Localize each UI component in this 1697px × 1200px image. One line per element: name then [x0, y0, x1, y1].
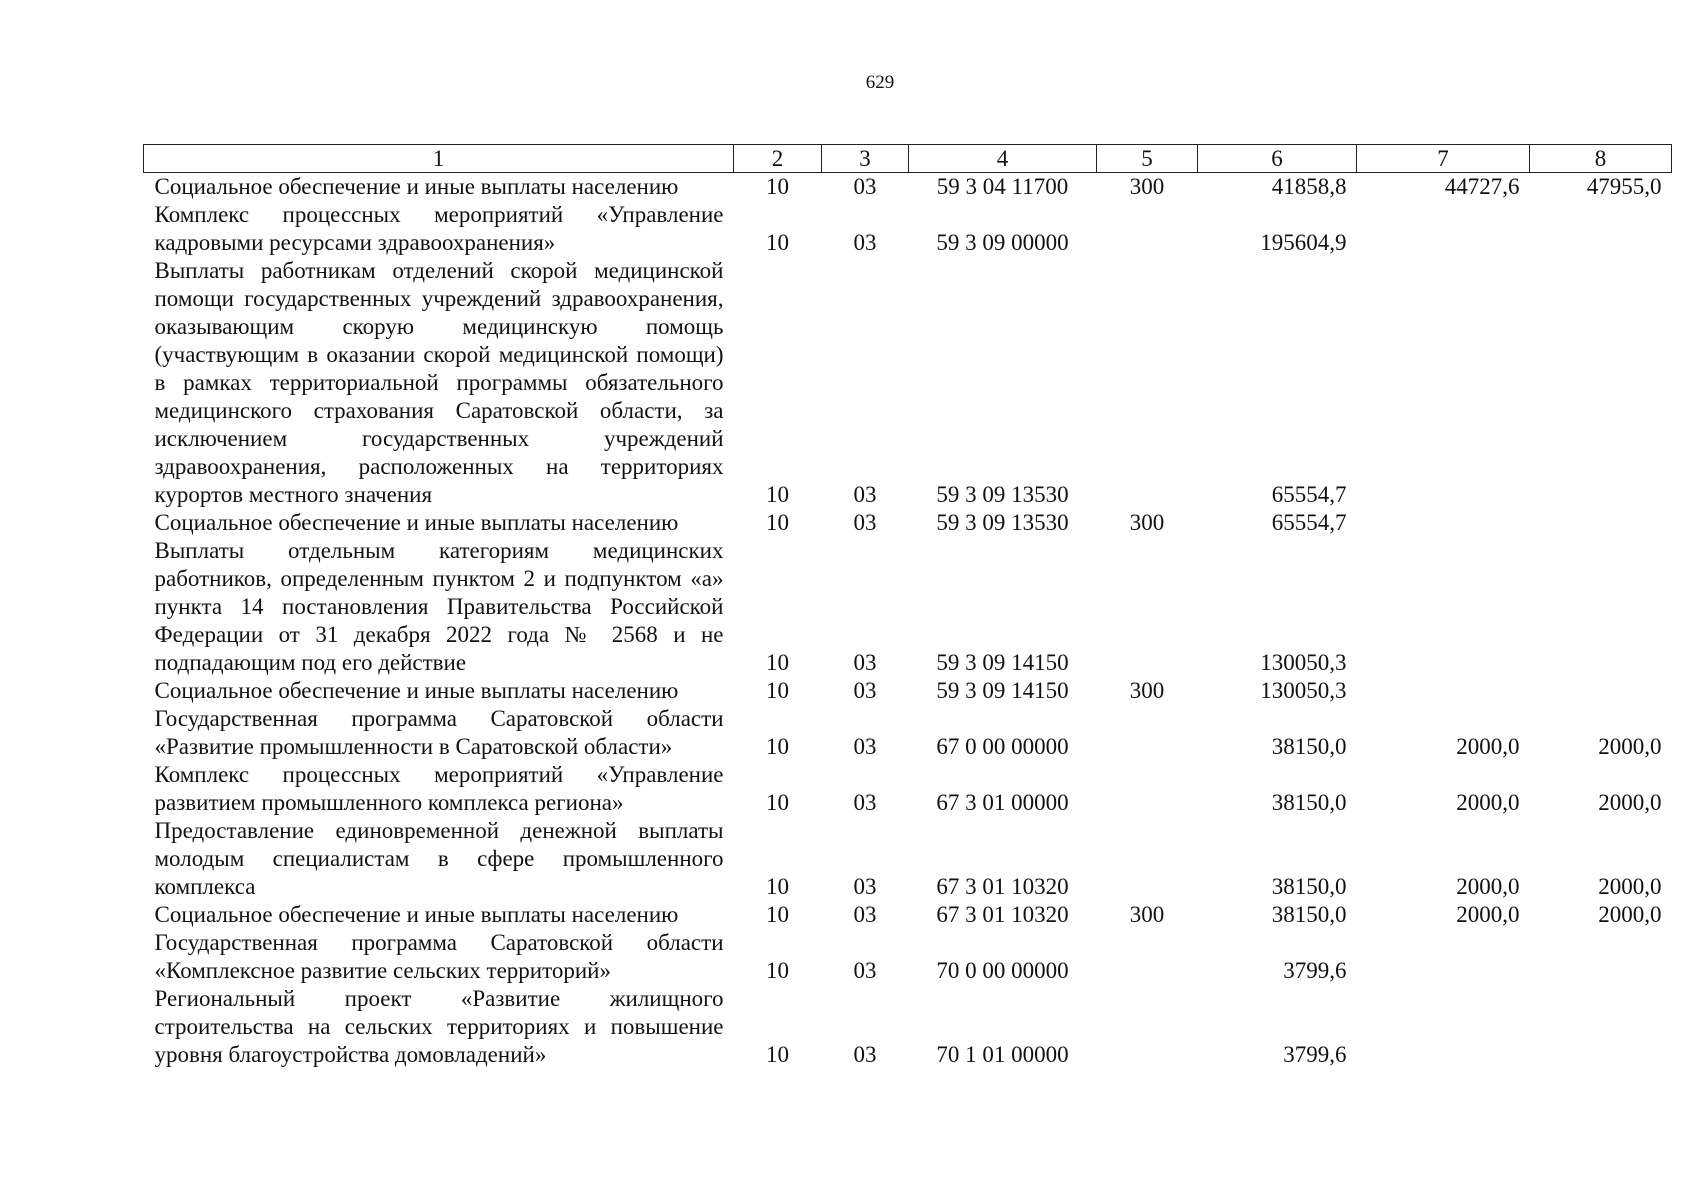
- subsection-code-cell: 03: [853, 174, 877, 199]
- amount-year2-cell: [1357, 257, 1530, 509]
- table-header: [144, 145, 1672, 173]
- row-name-cell: Комплекс процессных мероприятий «Управление развитием промышленного комплекса региона»: [154, 762, 724, 815]
- section-code-cell: 10: [766, 902, 789, 927]
- table-row: [144, 537, 1672, 677]
- row-name-cell: Социальное обеспечение и иные выплаты населению: [154, 510, 679, 535]
- subsection-code-cell: 03: [853, 510, 877, 535]
- expense-type-cell: [1097, 705, 1198, 761]
- amount-year2-cell: 2000,0: [1456, 902, 1520, 927]
- table-row: [144, 901, 1672, 929]
- expense-type-cell: 300: [1129, 510, 1165, 535]
- target-article-cell: 67 3 01 10320: [936, 874, 1069, 899]
- amount-year2-cell: [1357, 509, 1530, 537]
- target-article-cell: 70 0 00 00000: [936, 958, 1069, 983]
- amount-year3-cell: 2000,0: [1598, 874, 1662, 899]
- table-row: [144, 929, 1672, 985]
- section-code-cell: 10: [766, 482, 789, 507]
- section-code-cell: 10: [766, 1042, 789, 1067]
- section-code-cell: 10: [766, 958, 789, 983]
- amount-year2-cell: [1357, 929, 1530, 985]
- table-row: [144, 677, 1672, 705]
- amount-year3-cell: 47955,0: [1586, 174, 1662, 199]
- section-code-cell: 10: [766, 174, 789, 199]
- row-name-cell: Выплаты отдельным категориям медицинских работников, определенным пунктом 2 и подпунктом «а» пункта 14 постановления Правительства Российской Федерации от 31 декабря 2022 года № 2568 и не подпадающим под его действие: [154, 538, 724, 675]
- amount-year1-cell: 38150,0: [1271, 902, 1347, 927]
- target-article-cell: 59 3 09 00000: [936, 230, 1069, 255]
- row-name-cell: Социальное обеспечение и иные выплаты населению: [154, 902, 679, 927]
- column-header: 6: [1198, 145, 1357, 173]
- table-row: [144, 257, 1672, 509]
- column-header: 2: [734, 145, 822, 173]
- subsection-code-cell: 03: [853, 874, 877, 899]
- amount-year2-cell: [1357, 677, 1530, 705]
- amount-year1-cell: 65554,7: [1271, 510, 1347, 535]
- column-header: 7: [1357, 145, 1530, 173]
- amount-year2-cell: 2000,0: [1456, 790, 1520, 815]
- subsection-code-cell: 03: [853, 482, 877, 507]
- amount-year1-cell: 41858,8: [1271, 174, 1347, 199]
- amount-year2-cell: [1357, 985, 1530, 1069]
- column-header: 1: [144, 145, 734, 173]
- amount-year3-cell: [1530, 257, 1672, 509]
- subsection-code-cell: 03: [853, 230, 877, 255]
- expense-type-cell: [1097, 929, 1198, 985]
- amount-year2-cell: [1357, 201, 1530, 257]
- section-code-cell: 10: [766, 230, 789, 255]
- section-code-cell: 10: [766, 734, 789, 759]
- subsection-code-cell: 03: [853, 734, 877, 759]
- subsection-code-cell: 03: [853, 650, 877, 675]
- section-code-cell: 10: [766, 650, 789, 675]
- target-article-cell: 67 0 00 00000: [936, 734, 1069, 759]
- subsection-code-cell: 03: [853, 678, 877, 703]
- amount-year1-cell: 65554,7: [1271, 482, 1347, 507]
- target-article-cell: 59 3 09 13530: [936, 510, 1069, 535]
- amount-year3-cell: [1530, 201, 1672, 257]
- budget-table: [143, 144, 1672, 1069]
- amount-year3-cell: 2000,0: [1598, 790, 1662, 815]
- subsection-code-cell: 03: [853, 958, 877, 983]
- amount-year3-cell: 2000,0: [1598, 734, 1662, 759]
- amount-year1-cell: 38150,0: [1271, 874, 1347, 899]
- table-row: [144, 509, 1672, 537]
- amount-year3-cell: [1530, 677, 1672, 705]
- amount-year3-cell: [1530, 985, 1672, 1069]
- amount-year3-cell: [1530, 929, 1672, 985]
- table-body: [144, 173, 1672, 1070]
- section-code-cell: 10: [766, 510, 789, 535]
- column-header: 3: [822, 145, 909, 173]
- expense-type-cell: [1097, 201, 1198, 257]
- target-article-cell: 67 3 01 00000: [936, 790, 1069, 815]
- target-article-cell: 59 3 09 14150: [936, 650, 1069, 675]
- amount-year1-cell: 3799,6: [1283, 958, 1347, 983]
- amount-year1-cell: 195604,9: [1260, 230, 1347, 255]
- table-row: [144, 985, 1672, 1069]
- expense-type-cell: [1097, 761, 1198, 817]
- row-name-cell: Государственная программа Саратовской области «Развитие промышленности в Саратовской области»: [154, 706, 724, 759]
- amount-year1-cell: 3799,6: [1283, 1042, 1347, 1067]
- row-name-cell: Региональный проект «Развитие жилищного строительства на сельских территориях и повышение уровня благоустройства домовладений»: [154, 986, 724, 1067]
- table-row: [144, 173, 1672, 202]
- expense-type-cell: [1097, 985, 1198, 1069]
- subsection-code-cell: 03: [853, 790, 877, 815]
- expense-type-cell: [1097, 257, 1198, 509]
- target-article-cell: 67 3 01 10320: [936, 902, 1069, 927]
- row-name-cell: Государственная программа Саратовской области «Комплексное развитие сельских территорий»: [154, 930, 724, 983]
- target-article-cell: 70 1 01 00000: [936, 1042, 1069, 1067]
- amount-year3-cell: 2000,0: [1598, 902, 1662, 927]
- column-header: 5: [1097, 145, 1198, 173]
- section-code-cell: 10: [766, 874, 789, 899]
- row-name-cell: Социальное обеспечение и иные выплаты населению: [154, 174, 679, 199]
- amount-year2-cell: 44727,6: [1444, 174, 1520, 199]
- amount-year1-cell: 38150,0: [1271, 790, 1347, 815]
- amount-year3-cell: [1530, 537, 1672, 677]
- amount-year2-cell: 2000,0: [1456, 874, 1520, 899]
- subsection-code-cell: 03: [853, 1042, 877, 1067]
- column-header: 4: [909, 145, 1097, 173]
- table-row: [144, 705, 1672, 761]
- amount-year1-cell: 130050,3: [1260, 678, 1347, 703]
- row-name-cell: Предоставление единовременной денежной выплаты молодым специалистам в сфере промышленного комплекса: [154, 818, 724, 899]
- column-number-row: [144, 145, 1672, 173]
- amount-year2-cell: 2000,0: [1456, 734, 1520, 759]
- subsection-code-cell: 03: [853, 902, 877, 927]
- page-number: 629: [865, 72, 895, 93]
- table-row: [144, 817, 1672, 901]
- target-article-cell: 59 3 09 14150: [936, 678, 1069, 703]
- target-article-cell: 59 3 09 13530: [936, 482, 1069, 507]
- amount-year1-cell: 38150,0: [1271, 734, 1347, 759]
- table-row: [144, 201, 1672, 257]
- expense-type-cell: 300: [1129, 902, 1165, 927]
- table-row: [144, 761, 1672, 817]
- section-code-cell: 10: [766, 678, 789, 703]
- column-header: 8: [1530, 145, 1672, 173]
- expense-type-cell: [1097, 537, 1198, 677]
- row-name-cell: Выплаты работникам отделений скорой медицинской помощи государственных учреждений здравоохранения, оказывающим скорую медицинскую помощь (участвующим в оказании скорой медицинской помощи) в рамках территориальной программы обязательного медицинского страхования Саратовской области, за исключением государственных учреждений здравоохранения, расположенных на территориях курортов местного значения: [154, 258, 724, 507]
- row-name-cell: Социальное обеспечение и иные выплаты населению: [154, 678, 679, 703]
- amount-year1-cell: 130050,3: [1260, 650, 1347, 675]
- amount-year2-cell: [1357, 537, 1530, 677]
- target-article-cell: 59 3 04 11700: [936, 174, 1069, 199]
- amount-year3-cell: [1530, 509, 1672, 537]
- expense-type-cell: 300: [1129, 678, 1165, 703]
- expense-type-cell: 300: [1129, 174, 1165, 199]
- row-name-cell: Комплекс процессных мероприятий «Управление кадровыми ресурсами здравоохранения»: [154, 202, 724, 255]
- expense-type-cell: [1097, 817, 1198, 901]
- section-code-cell: 10: [766, 790, 789, 815]
